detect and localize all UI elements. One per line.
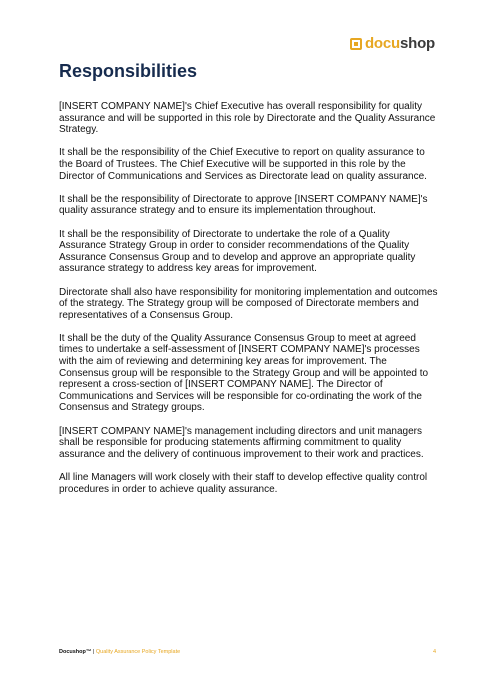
paragraph: It shall be the responsibility of Directorate to approve [INSERT COMPANY NAME]'s quality assurance strategy and to ensure its implementation throughout.: [59, 193, 428, 217]
paragraph: It shall be the duty of the Quality Assurance Consensus Group to meet at agreed times to undertake a self-assessment of [INSERT COMPANY NAME]'s processes with the aim of reviewing and determining key areas for improvement. The Consensus group will be responsible to the Strategy Group and will be appointed to represent a cross-section of [INSERT COMPANY NAME]. The Director of Communications and Services will be responsible for co-ordinating the work of the Consensus and Strategy groups.: [59, 332, 429, 414]
paragraph: Directorate shall also have responsibility for monitoring implementation and outcomes of the strategy. The Strategy group will be composed of Directorate members and representatives of a Consensus Group.: [59, 286, 438, 321]
docushop-logo: [350, 36, 435, 51]
page-title: Responsibilities: [59, 61, 198, 81]
page-number: 4: [432, 649, 436, 655]
paragraph: [INSERT COMPANY NAME]'s management including directors and unit managers shall be responsible for producing statements affirming commitment to quality assurance and the delivery of continuous improvement to their work and practices.: [59, 425, 424, 460]
body-content: [59, 101, 439, 507]
docushop-logo-icon: [350, 38, 362, 50]
paragraph: It shall be the responsibility of the Chief Executive to report on quality assurance to the Board of Trustees. The Chief Executive will be supported in this role by the Director of Communications and Services as Directorate lead on quality assurance.: [59, 147, 427, 182]
logo-text-docu: docu: [364, 35, 400, 52]
paragraph: All line Managers will work closely with their staff to develop effective quality control procedures in order to achieve quality assurance.: [59, 472, 428, 495]
footer-brand: Docushop™: [59, 649, 92, 655]
logo-text-shop: shop: [399, 35, 435, 52]
page-footer: [59, 649, 436, 656]
footer-document-title: Quality Assurance Policy Template: [95, 649, 181, 655]
paragraph: [INSERT COMPANY NAME]'s Chief Executive has overall responsibility for quality assurance and will be supported in this role by Directorate and the Quality Assurance Strategy.: [59, 101, 436, 136]
paragraph: It shall be the responsibility of Directorate to undertake the role of a Quality Assurance Strategy Group in order to consider recommendations of the Quality Assurance Consensus Group and to develop and approve an appropriate quality assurance strategy to address key areas for improvement.: [59, 228, 416, 275]
footer-left: [59, 649, 180, 656]
logo-wordmark: [365, 36, 435, 51]
footer-separator: |: [92, 649, 95, 655]
